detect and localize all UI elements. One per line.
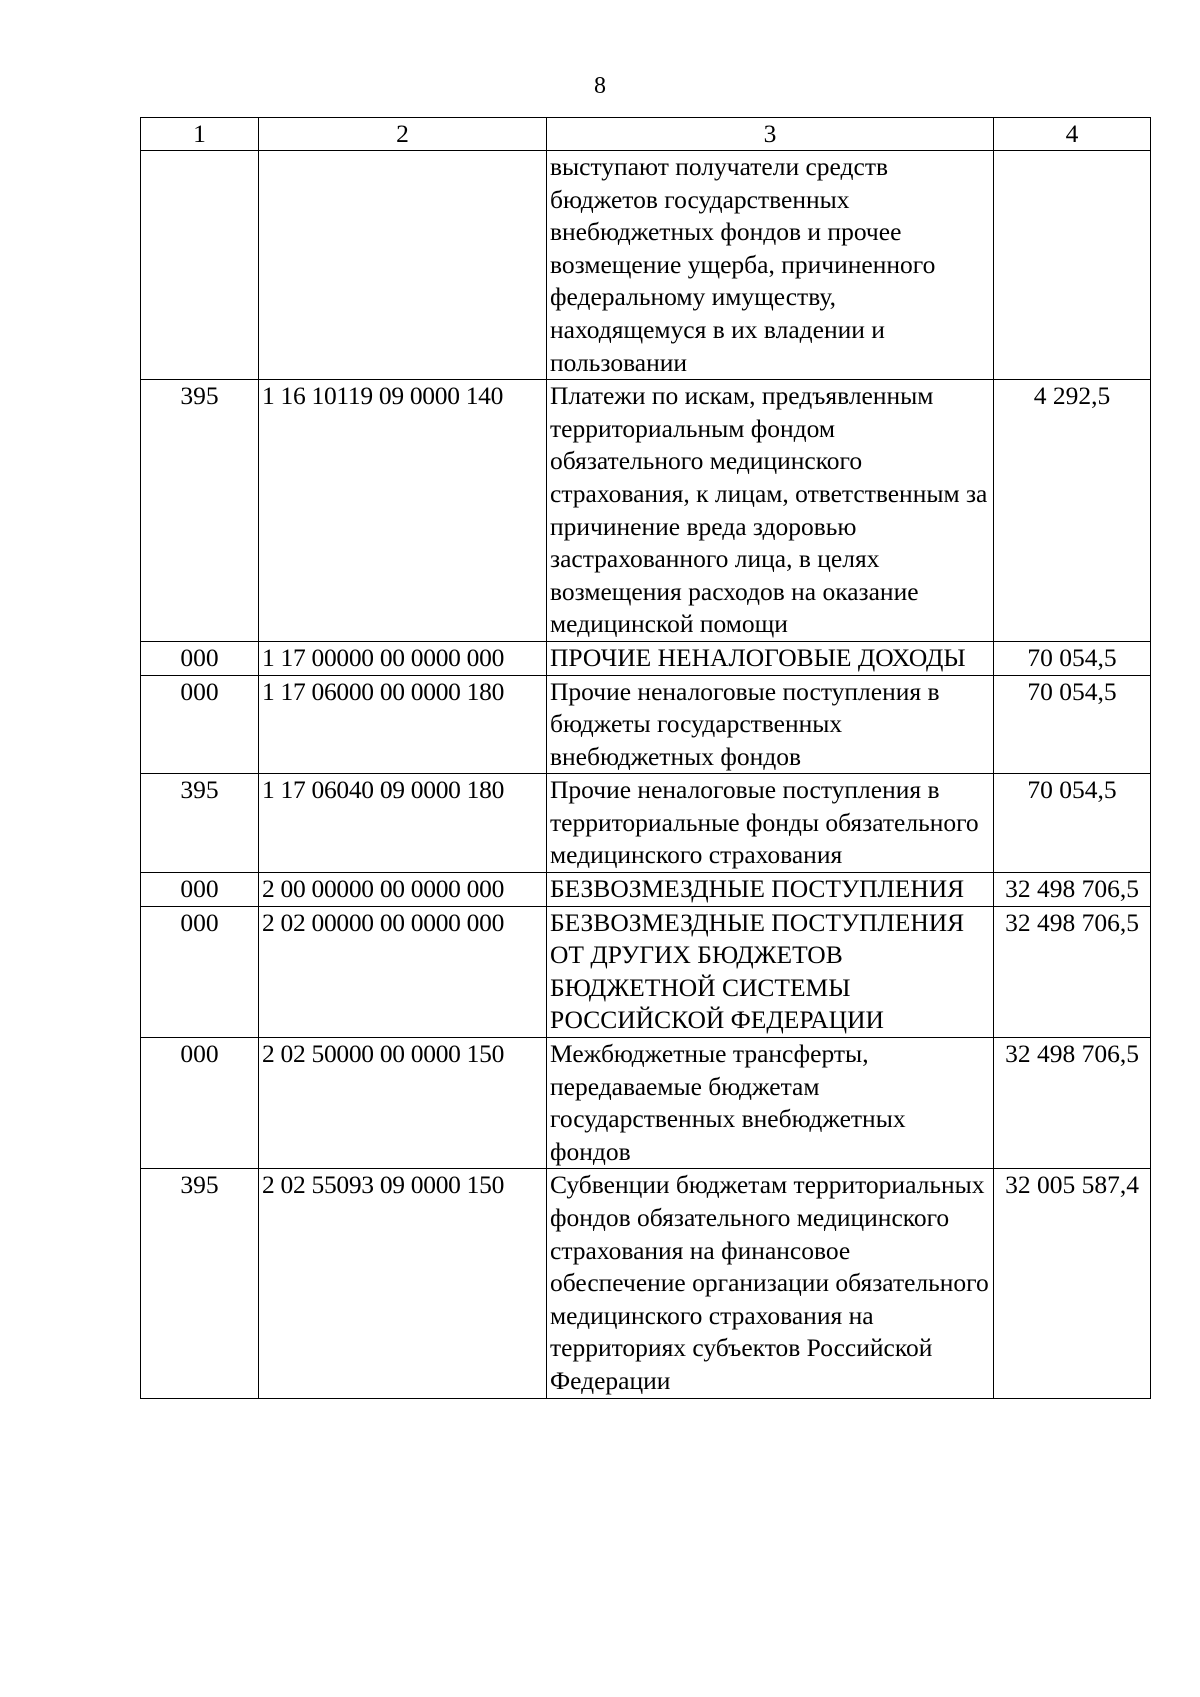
table-row [141,873,1151,907]
amount-cell: 32 498 706,5 [994,906,1151,1037]
income-name-cell: Платежи по искам, предъявленным территориальным фондом обязательного медицинского страхования, к лицам, ответственным за причинение вреда здоровью застрахованного лица, в целях возмещения расходов на оказание медицинской помощи [547,380,994,642]
budget-revenue-table [140,117,1151,1399]
income-name-cell: ПРОЧИЕ НЕНАЛОГОВЫЕ ДОХОДЫ [547,641,994,675]
budget-code-cell [259,151,547,380]
budget-code-cell: 2 02 50000 00 0000 150 [259,1038,547,1169]
budget-code-cell: 2 00 00000 00 0000 000 [259,873,547,907]
table-row [141,1169,1151,1398]
budget-code-cell: 1 16 10119 09 0000 140 [259,380,547,642]
budget-code-cell: 1 17 06000 00 0000 180 [259,675,547,774]
column-header-2: 2 [259,118,547,151]
admin-code-cell: 000 [141,641,259,675]
table-row [141,641,1151,675]
amount-cell: 70 054,5 [994,675,1151,774]
amount-cell: 32 005 587,4 [994,1169,1151,1398]
page-number: 8 [594,73,606,99]
income-name-cell: Прочие неналоговые поступления в бюджеты государственных внебюджетных фондов [547,675,994,774]
amount-cell: 32 498 706,5 [994,1038,1151,1169]
amount-cell [994,151,1151,380]
table-row [141,380,1151,642]
amount-cell: 70 054,5 [994,774,1151,873]
table-row [141,774,1151,873]
table-row-continuation [141,151,1151,380]
income-name-cell: Межбюджетные трансферты, передаваемые бюджетам государственных внебюджетных фондов [547,1038,994,1169]
admin-code-cell: 000 [141,1038,259,1169]
admin-code-cell: 000 [141,675,259,774]
amount-cell: 70 054,5 [994,641,1151,675]
admin-code-cell [141,151,259,380]
income-name-cell: выступают получатели средств бюджетов государственных внебюджетных фондов и прочее возмещение ущерба, причиненного федеральному имуществу, находящемуся в их владении и пользовании [547,151,994,380]
income-name-cell: Субвенции бюджетам территориальных фондов обязательного медицинского страхования на финансовое обеспечение организации обязательного медицинского страхования на территориях субъектов Российской Федерации [547,1169,994,1398]
admin-code-cell: 000 [141,906,259,1037]
budget-code-cell: 2 02 00000 00 0000 000 [259,906,547,1037]
table-row [141,675,1151,774]
income-name-cell: Прочие неналоговые поступления в территориальные фонды обязательного медицинского страхования [547,774,994,873]
table-row [141,1038,1151,1169]
amount-cell: 4 292,5 [994,380,1151,642]
admin-code-cell: 395 [141,380,259,642]
budget-code-cell: 2 02 55093 09 0000 150 [259,1169,547,1398]
budget-code-cell: 1 17 00000 00 0000 000 [259,641,547,675]
column-header-1: 1 [141,118,259,151]
admin-code-cell: 000 [141,873,259,907]
column-header-3: 3 [547,118,994,151]
income-name-cell: БЕЗВОЗМЕЗДНЫЕ ПОСТУПЛЕНИЯ [547,873,994,907]
admin-code-cell: 395 [141,774,259,873]
budget-code-cell: 1 17 06040 09 0000 180 [259,774,547,873]
column-header-4: 4 [994,118,1151,151]
amount-cell: 32 498 706,5 [994,873,1151,907]
income-name-cell: БЕЗВОЗМЕЗДНЫЕ ПОСТУПЛЕНИЯ ОТ ДРУГИХ БЮДЖЕТОВ БЮДЖЕТНОЙ СИСТЕМЫ РОССИЙСКОЙ ФЕДЕРАЦИИ [547,906,994,1037]
table-row [141,906,1151,1037]
admin-code-cell: 395 [141,1169,259,1398]
table-header-row [141,118,1151,151]
